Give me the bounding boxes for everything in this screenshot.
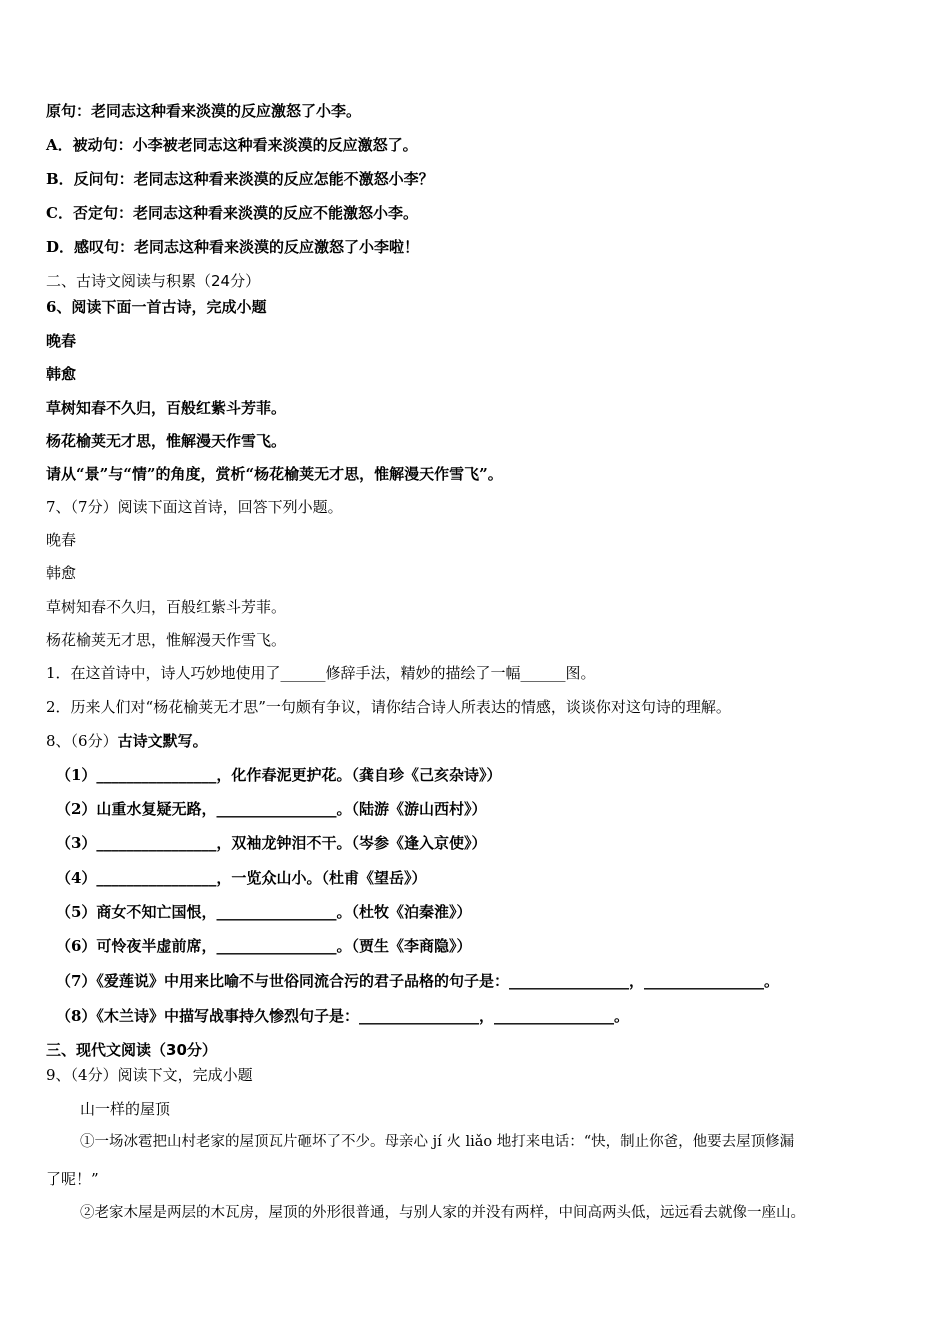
q9-article-title: 山一样的屋顶 [80, 1100, 171, 1118]
q8-item-1: （1）________________，化作春泥更护花。（龚自珍《己亥杂诗》） [56, 766, 502, 784]
q7-subquestion-2: 2．历来人们对“杨花榆荚无才思”一句颇有争议，请你结合诗人所表达的情感，谈谈你对这句诗的理解。 [46, 698, 731, 716]
q8-stem [46, 731, 208, 751]
q8-item-3: （3）________________，双袖龙钟泪不干。（岑参《逢入京使》） [56, 834, 487, 852]
q6-poem-author: 韩愈 [46, 365, 77, 383]
q9-paragraph-1-continued: 了呢！” [46, 1170, 99, 1188]
section-3-heading: 三、现代文阅读（30分） [46, 1041, 217, 1059]
q8-item-8: （8）《木兰诗》中描写战事持久惨烈句子是：________________，________________。 [56, 1007, 629, 1025]
q7-poem-line: 杨花榆荚无才思，惟解漫天作雪飞。 [46, 631, 287, 649]
q7-poem-title: 晚春 [46, 531, 77, 549]
q6-poem-line: 杨花榆荚无才思，惟解漫天作雪飞。 [46, 432, 287, 450]
q9-paragraph-2: ②老家木屋是两层的木瓦房，屋顶的外形很普通，与别人家的并没有两样，中间高两头低，远远看去就像一座山。 [80, 1205, 805, 1221]
q6-poem-line: 草树知春不久归，百般红紫斗芳菲。 [46, 399, 287, 417]
q5-option-c: C．否定句：老同志这种看来淡漠的反应不能激怒小李。 [46, 204, 418, 222]
q8-item-7: （7）《爱莲说》中用来比喻不与世俗同流合污的君子品格的句子是：________________，________________。 [56, 972, 779, 990]
q9-paragraph-1: ①一场冰雹把山村老家的屋顶瓦片砸坏了不少。母亲心 jí 火 liǎo 地打来电话：“快，制止你爸，他要去屋顶修漏 [80, 1134, 795, 1150]
q7-poem-author: 韩愈 [46, 564, 77, 582]
q5-option-a: A．被动句：小李被老同志这种看来淡漠的反应激怒了。 [46, 136, 418, 154]
q7-stem: 7、（7分）阅读下面这首诗，回答下列小题。 [46, 498, 343, 516]
q8-stem-main: 古诗文默写。 [117, 732, 208, 750]
q6-stem: 6、阅读下面一首古诗，完成小题 [46, 298, 267, 316]
q5-option-d: D．感叹句：老同志这种看来淡漠的反应激怒了小李啦！ [46, 238, 420, 256]
q6-poem-title: 晚春 [46, 332, 77, 350]
q8-item-4: （4）________________，一览众山小。（杜甫《望岳》） [56, 869, 427, 887]
q9-stem: 9、（4分）阅读下文，完成小题 [46, 1066, 253, 1084]
q7-poem-line: 草树知春不久归，百般红紫斗芳菲。 [46, 598, 287, 616]
q5-option-b: B．反问句：老同志这种看来淡漠的反应怎能不激怒小李？ [46, 170, 434, 188]
q6-question: 请从“景”与“情”的角度，赏析“杨花榆荚无才思，惟解漫天作雪飞”。 [46, 465, 503, 483]
q8-item-6: （6）可怜夜半虚前席，________________。（贾生《李商隐》） [56, 937, 472, 955]
q8-stem-prefix: 8、（6分） [46, 732, 118, 750]
q7-subquestion-1: 1．在这首诗中，诗人巧妙地使用了______修辞手法，精妙的描绘了一幅______图。 [46, 664, 596, 682]
q8-item-2: （2）山重水复疑无路，________________。（陆游《游山西村》） [56, 800, 487, 818]
q5-original-sentence: 原句：老同志这种看来淡漠的反应激怒了小李。 [46, 102, 362, 120]
q8-item-5: （5）商女不知亡国恨，________________。（杜牧《泊秦淮》） [56, 903, 472, 921]
section-2-heading: 二、古诗文阅读与积累（24分） [46, 272, 261, 290]
